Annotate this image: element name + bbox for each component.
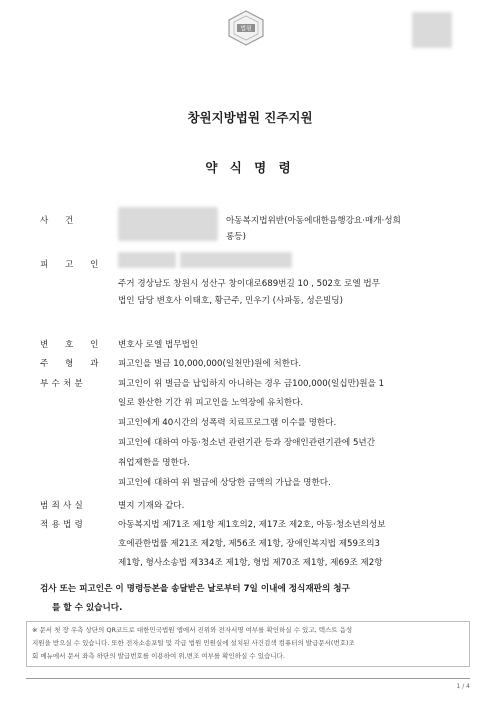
- sentence-label: 주 형 과: [40, 359, 106, 369]
- laws-line: 아동복지법 제71조 제1항 제1호의2, 제17조 제2호, 아동·청소년의성보: [118, 520, 386, 530]
- collateral-line: 취업제한을 명한다.: [118, 458, 190, 468]
- page-number: 1 / 4: [456, 683, 470, 690]
- court-seal-icon: [226, 10, 266, 46]
- laws-line: 호에관한법률 제21조 제2항, 제56조 제1항, 장애인복지법 제59조의3: [118, 539, 380, 549]
- counsel-value: 변호사 로엘 법무법인: [118, 340, 199, 350]
- counsel-label: 변 호 인: [40, 340, 106, 350]
- case-label: 사 건: [40, 216, 81, 226]
- case-number-redacted: [118, 207, 218, 241]
- appeal-notice-line1: 검사 또는 피고인은 이 명령등본을 송달받은 날로부터 7일 이내에 정식재판의 청구: [40, 584, 350, 594]
- court-name: 창원지방법원 진주지원: [187, 110, 313, 125]
- verification-notice-line: 지원을 받으실 수 있습니다. 또한 전자소송포털 및 각급 법원 민원실에 설치된 사건검색 컴퓨터의 발급문서(번호)조: [32, 639, 355, 647]
- collateral-label: 부수처분: [40, 379, 87, 389]
- collateral-line: 피고인에 대하여 위 벌금에 상당한 금액의 가납을 명한다.: [118, 478, 331, 488]
- qr-code-redacted: [412, 12, 452, 48]
- defendant-address-line2: 법인 담당 변호사 이태호, 황근주, 민우기 (사파동, 성은빌딩): [118, 296, 343, 306]
- verification-notice-line: 회 메뉴에서 문서 좌측 하단의 발급번호를 이용하여 위,변조 여부를 확인하실 수 있습니다.: [32, 652, 285, 660]
- verification-notice-line: ※ 문서 첫 장 우측 상단의 QR코드로 대한민국법원 앱에서 진위와 전자서명 여부를 확인하실 수 있고, 텍스트 음성: [32, 626, 353, 634]
- collateral-line: 피고인에 대하여 아동·청소년 관련기관 등과 장애인관련기관에 5년간: [118, 438, 376, 448]
- facts-label: 범죄사실: [40, 501, 87, 511]
- collateral-line: 일로 환산한 기간 위 피고인을 노역장에 유치한다.: [118, 398, 304, 408]
- defendant-name-redacted: [118, 252, 176, 268]
- footer-divider: [26, 678, 470, 679]
- laws-label: 적용법령: [40, 520, 87, 530]
- collateral-line: 피고인에게 40시간의 성폭력 치료프로그램 이수를 명한다.: [118, 418, 337, 428]
- case-name-line1: 아동복지법위반(아동에대한음행강요·매개·성희: [226, 216, 401, 226]
- svg-text:법원: 법원: [240, 25, 252, 33]
- sentence-value: 피고인을 벌금 10,000,000(일천만)원에 처한다.: [118, 359, 302, 369]
- defendant-address-line1: 주거 경상남도 창원시 성산구 창이대로689번길 10 , 502호 로엘 법무: [118, 279, 380, 289]
- defendant-label: 피 고 인: [40, 260, 106, 270]
- case-name-line2: 롱등): [226, 232, 246, 242]
- collateral-line: 피고인이 위 벌금을 납입하지 아니하는 경우 금100,000(일십만)원을 1: [118, 379, 385, 389]
- document-title: 약 식 명 령: [205, 160, 295, 175]
- facts-value: 별지 기재와 같다.: [118, 501, 185, 511]
- defendant-id-redacted: [180, 252, 292, 268]
- appeal-notice-line2: 를 할 수 있습니다.: [52, 603, 123, 613]
- laws-line: 제1항, 형사소송법 제334조 제1항, 형법 제70조 제1항, 제69조 제2항: [118, 558, 383, 568]
